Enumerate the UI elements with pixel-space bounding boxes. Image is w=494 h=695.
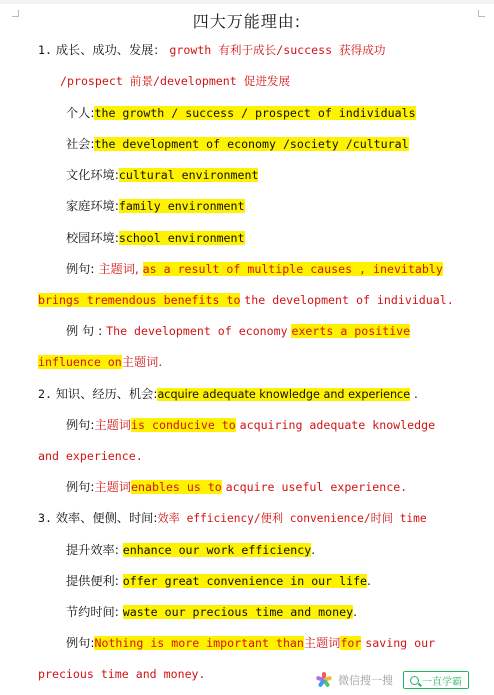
item-label: 节约时间: [66, 605, 119, 619]
item-line [66, 165, 258, 187]
topic-word: 主题词, [98, 262, 139, 276]
example-phrase: saving our [365, 636, 436, 650]
section-1-heading-line [38, 40, 385, 62]
item-label: 家庭环境: [66, 199, 119, 213]
example-phrase: precious time and money. [38, 667, 206, 681]
example-phrase: Nothing is more important than [94, 636, 304, 650]
item-phrase: the growth / success / prospect of individuals [94, 106, 416, 120]
page-title: 四大万能理由: [192, 12, 302, 31]
section-3-heading-line [38, 508, 427, 530]
example-phrase: influence on [38, 355, 122, 369]
watermark-search-label: 一直学霸 [422, 676, 462, 688]
example-sentence [66, 259, 443, 281]
watermark-search-box [403, 671, 469, 689]
example-sentence [66, 477, 407, 499]
topic-word: 主题词 [94, 418, 132, 432]
item-label: 提供便利: [66, 574, 119, 588]
example-sentence-cont [38, 290, 454, 312]
item-phrase: the development of economy /society /cultural [94, 137, 409, 151]
section-number: 2. [38, 387, 52, 401]
item-phrase: offer great convenience in our life [122, 574, 368, 588]
item-phrase: cultural environment [118, 168, 259, 182]
item-line [66, 228, 245, 250]
item-label: 提升效率: [66, 543, 119, 557]
item-phrase: waste our precious time and money [122, 605, 354, 619]
period: . [367, 574, 371, 588]
example-label: 例句: [66, 636, 95, 650]
item-label: 社会: [66, 137, 95, 151]
section-heading-english: 效率 efficiency/便利 convenience/时间 time [157, 512, 427, 525]
section-heading: 知识、经历、机会: [55, 387, 158, 401]
watermark-text: 微信搜一搜 [338, 674, 393, 687]
example-phrase: for [340, 636, 362, 650]
item-label: 个人: [66, 106, 95, 120]
period: . [353, 605, 357, 619]
wechat-search-watermark [316, 669, 494, 691]
example-label: 例句: [66, 480, 95, 494]
example-label: 例 句 : [66, 324, 103, 338]
period: . [311, 543, 316, 557]
example-sentence-cont [38, 446, 143, 468]
section-2-heading-line [38, 384, 418, 406]
example-sentence [66, 633, 435, 655]
example-phrase: enables us to [131, 480, 222, 494]
topic-word: 主题词 [94, 480, 132, 494]
item-line [66, 196, 245, 218]
section-heading: 效率、便侧、时间: [55, 511, 158, 525]
item-phrase: school environment [118, 231, 245, 245]
topic-word: 主题词 [303, 636, 341, 650]
example-phrase: as a result of multiple causes , inevitably [142, 262, 443, 276]
example-phrase: and experience. [38, 449, 143, 463]
example-sentence-cont [38, 664, 206, 686]
page-top-edge [0, 0, 494, 4]
example-phrase: is conducive to [131, 418, 236, 432]
example-sentence [66, 415, 435, 437]
section-heading-english-cont: /prospect 前景/development 促进发展 [60, 74, 291, 88]
item-line [66, 103, 416, 125]
section-heading-english: growth 有利于成长/success 获得成功 [169, 43, 386, 57]
period: . [413, 387, 418, 401]
item-phrase: enhance our work efficiency [122, 543, 312, 557]
item-line [66, 602, 357, 624]
example-phrase: acquire useful experience. [225, 480, 408, 494]
example-phrase: exerts a positive [291, 324, 411, 338]
section-number: 3. [38, 511, 52, 525]
topic-word: 主题词. [121, 355, 163, 369]
item-phrase: family environment [118, 199, 245, 213]
section-1-heading-line-2 [60, 71, 290, 93]
search-icon [410, 676, 419, 685]
item-line [66, 571, 371, 593]
example-sentence [66, 321, 410, 343]
wechat-search-logo-icon [316, 672, 332, 688]
example-phrase: The development of economy [106, 324, 288, 338]
item-label: 校园环境: [66, 231, 119, 245]
example-phrase: acquiring adequate knowledge [239, 418, 436, 432]
item-line [66, 540, 315, 562]
example-label: 例句: [66, 262, 95, 276]
item-line [66, 134, 409, 156]
example-phrase: brings tremendous benefits to [38, 293, 241, 307]
example-label: 例句: [66, 418, 95, 432]
item-label: 文化环境: [66, 168, 119, 182]
section-number: 1. [38, 43, 52, 57]
example-phrase: the development of individual. [244, 293, 454, 307]
section-heading: 成长、成功、发展： [55, 43, 166, 57]
key-phrase: acquire adequate knowledge and experience [157, 388, 411, 401]
example-sentence-cont [38, 352, 162, 374]
